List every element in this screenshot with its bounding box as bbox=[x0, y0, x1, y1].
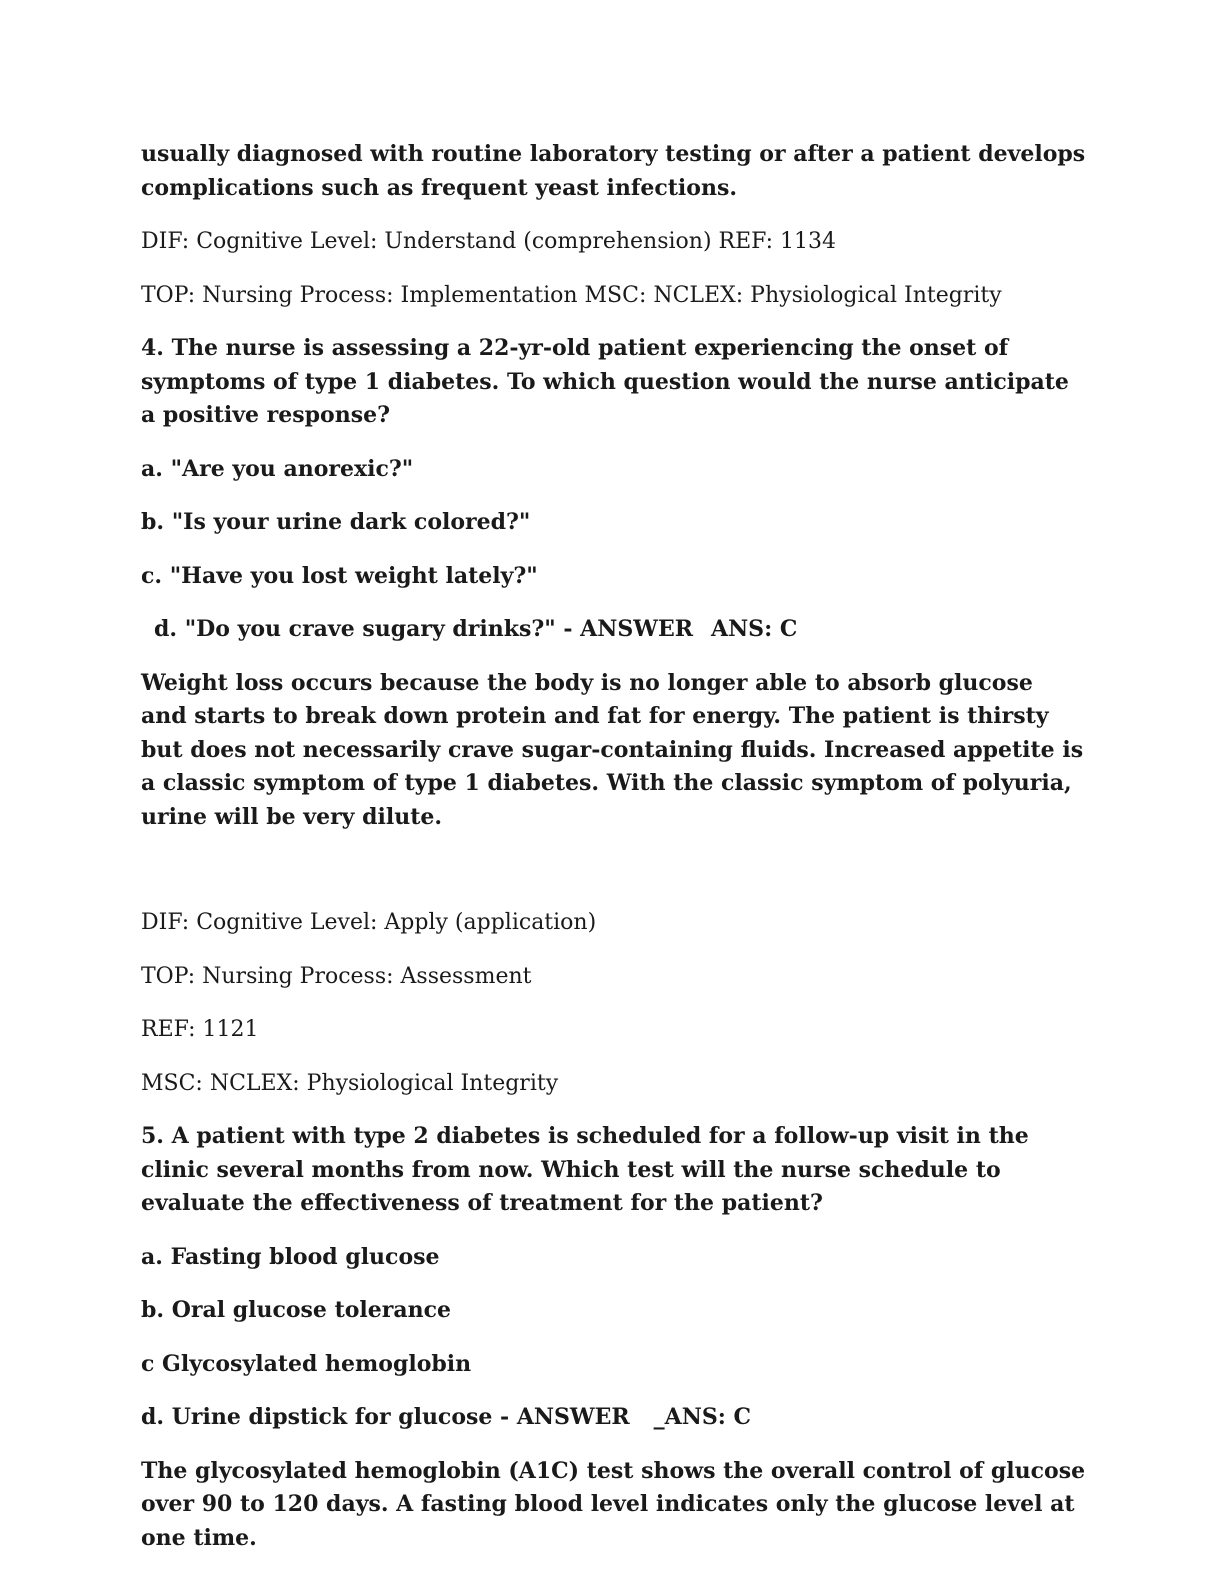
q4-dif: DIF: Cognitive Level: Apply (application) bbox=[141, 910, 597, 935]
q4-option-a: a. "Are you anorexic?" bbox=[141, 455, 414, 482]
q4-answer: ANS: C bbox=[711, 616, 798, 642]
q4-option-b: b. "Is your urine dark colored?" bbox=[141, 509, 531, 535]
q4-rationale: Weight loss occurs because the body is no longer able to absorb glucose and starts to break down protein and fat for energy. The patient is thirsty but does not necessarily crave sugar-containing fluids. Increased appetite is a classic symptom of type 1 diabetes. With the classic symptom of polyuria, urine will be very dilute. bbox=[141, 669, 1084, 830]
q3-dif-ref: DIF: Cognitive Level: Understand (comprehension) REF: 1134 bbox=[141, 229, 837, 254]
q3-rationale-tail: usually diagnosed with routine laboratory testing or after a patient develops complications such as frequent yeast infections. bbox=[141, 141, 1086, 201]
q4-option-c: c. "Have you lost weight lately?" bbox=[141, 562, 538, 589]
q5-option-d: d. Urine dipstick for glucose - ANSWER bbox=[141, 1404, 630, 1430]
q5-rationale: The glycosylated hemoglobin (A1C) test shows the overall control of glucose over 90 to 120 days. A fasting blood level indicates only the glucose level at one time. bbox=[141, 1457, 1086, 1551]
q5-stem: 5. A patient with type 2 diabetes is scheduled for a follow-up visit in the clinic several months from now. Which test will the nurse schedule to evaluate the effectiveness of treatment for the patient? bbox=[141, 1123, 1029, 1216]
q4-stem: 4. The nurse is assessing a 22-yr-old patient experiencing the onset of symptoms of type 1 diabetes. To which question would the nurse anticipate a positive response? bbox=[141, 335, 1069, 428]
q4-option-d: d. "Do you crave sugary drinks?" - ANSWER bbox=[154, 616, 693, 642]
q5-option-c: c Glycosylated hemoglobin bbox=[141, 1350, 472, 1377]
document-page bbox=[141, 138, 1086, 1575]
spacer bbox=[141, 854, 1086, 906]
q5-option-d-answer bbox=[141, 1401, 1086, 1435]
q5-option-b: b. Oral glucose tolerance bbox=[141, 1297, 451, 1323]
q4-msc: MSC: NCLEX: Physiological Integrity bbox=[141, 1070, 559, 1096]
q4-option-d-answer bbox=[141, 613, 1086, 647]
q3-top-msc: TOP: Nursing Process: Implementation MSC: NCLEX: Physiological Integrity bbox=[141, 282, 1002, 308]
q4-ref: REF: 1121 bbox=[141, 1017, 259, 1042]
q4-top: TOP: Nursing Process: Assessment bbox=[141, 963, 532, 989]
q5-answer: _ANS: C bbox=[653, 1404, 752, 1430]
q5-option-a: a. Fasting blood glucose bbox=[141, 1243, 440, 1270]
